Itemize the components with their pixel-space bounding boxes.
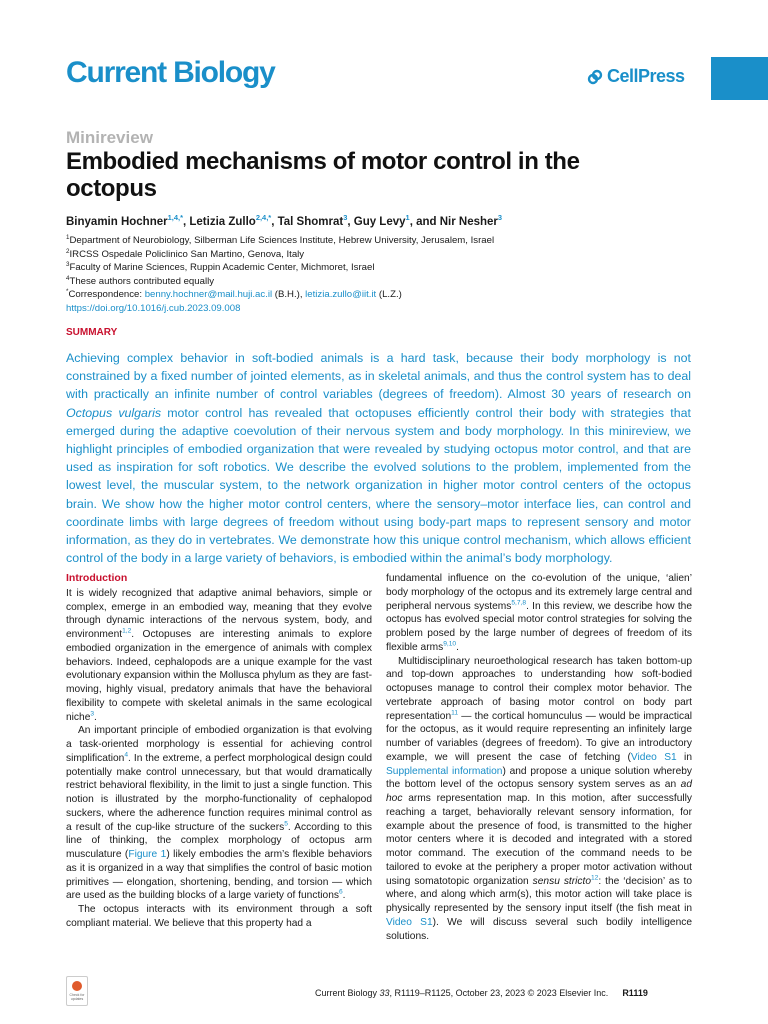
text: arms representation map. In this motion, after successfully reaching a target, behaviorally relevant sensory information, for example about the presence of food, is transmitted to the higher motor centers where it is decoded and integrated with a stored motor command. The execution of the command needs to be tailored to evoke at the periphery a proper motor activation without using somatotopic organization <box>386 793 692 887</box>
cellpress-icon <box>587 69 603 85</box>
text: It is widely recognized that adaptive animal behaviors, simple or complex, emerge in an embodied way, meaning that they evolve through dynamic interactions of the nervous system, body, and environment <box>66 587 372 640</box>
paragraph <box>66 587 372 725</box>
email-initials: (L.Z.) <box>376 289 402 300</box>
affiliation-text: These authors contributed equally <box>69 275 214 287</box>
author-name: Guy Levy <box>353 216 406 228</box>
text: . <box>342 890 346 902</box>
author-list <box>66 213 503 228</box>
species-name: Octopus vulgaris <box>66 405 162 420</box>
badge-label: Check for updates <box>69 993 85 1001</box>
doi-link[interactable]: https://doi.org/10.1016/j.cub.2023.09.008 <box>66 302 241 314</box>
email-link[interactable]: letizia.zullo@iit.it <box>305 289 377 300</box>
text: . <box>456 641 459 653</box>
text: The octopus interacts with its environment through a soft compliant material. We believe that this property had a <box>66 904 372 929</box>
text: in <box>676 751 692 763</box>
correspondence-label: Correspondence: <box>68 289 145 300</box>
affiliation <box>66 234 494 248</box>
summary-text <box>66 349 691 567</box>
text: : the ‘decision’ as to where, and along which arm(s), this motor action will take place is physically represented by the sensory input itself (the fish meat in <box>386 875 692 914</box>
text: . Octopuses are interesting animals to explore embodied organization in the emergence of animals with complex behaviors. Indeed, cephalopods are a unique example for the vast evolutionary expansion within the Mollusca phylum as they are fast-moving, highly visual, predatory animals that have the behavioral flexibility to compete with skeletal animals in the same ecological niche <box>66 629 372 723</box>
section-heading: Introduction <box>66 572 128 584</box>
affiliation-text: IRCSS Ospedale Policlinico San Martino, Genova, Italy <box>69 248 305 260</box>
affiliation <box>66 275 494 289</box>
affiliation-number: 3 <box>66 260 70 268</box>
paragraph <box>386 655 692 944</box>
footer-citation: , R1119–R1125, October 23, 2023 © 2023 Elsevier Inc. <box>389 988 609 998</box>
author-affiliation-mark: 2,4,* <box>255 213 272 223</box>
citation-link[interactable]: 9,10 <box>443 640 457 648</box>
text: An important principle of embodied organization is that evolving a task-oriented morphology is essential for achieving control simplification <box>66 725 372 764</box>
correspondence-mark: * <box>66 287 69 295</box>
author-affiliation-mark: 3 <box>343 213 348 223</box>
video-link[interactable]: Video S1 <box>630 751 677 763</box>
author-separator: , <box>347 216 354 228</box>
email-link[interactable]: benny.hochner@mail.huji.ac.il <box>144 289 273 300</box>
publisher-logo[interactable] <box>587 66 685 87</box>
author-name: Tal Shomrat <box>277 216 344 228</box>
page-footer <box>315 988 648 998</box>
article-type: Minireview <box>66 128 153 147</box>
body-column-left <box>66 572 372 931</box>
citation-link[interactable]: 6 <box>338 888 343 896</box>
text: . <box>94 711 97 723</box>
author-name: Letizia Zullo <box>189 216 256 228</box>
text: . In the extreme, a perfect morphological design could potentially make control unnecessary, but that would dramatically restrict behavioral flexibility, in the limit to just a single function. This notion is illustrated by the morpho-functionality of cephalopod suckers, where the adherence function requires minimal control as a result of the cup-like structure of the suckers <box>66 752 372 833</box>
affiliation <box>66 248 494 262</box>
affiliation <box>66 261 494 275</box>
correspondence <box>66 288 494 302</box>
summary-part: Achieving complex behavior in soft-bodied animals is a hard task, because their body morphology is not constrained by a fixed number of jointed elements, as in skeletal animals, and thus the control system has to deal with practically an infinite number of control variables (degrees of freedom). Almost 30 years of research on <box>66 351 691 402</box>
text: . According to this line of thinking, the complex morphology of octopus arm musculature ( <box>66 821 372 860</box>
author-separator: , <box>182 216 190 228</box>
author-affiliation-mark: 1 <box>405 213 410 223</box>
author-separator: , <box>271 216 278 228</box>
affiliation-number: 4 <box>66 274 70 282</box>
video-link[interactable]: Video S1 <box>386 916 433 928</box>
footer-journal: Current Biology <box>315 988 380 998</box>
italic-term: ad hoc <box>386 779 692 804</box>
text: ) and propose a unique solution whereby the bottom level of the octopus sensory system serves as an <box>386 765 692 791</box>
text: ) likely embodies the arm’s flexible behaviors as it is organized in a way that simplifies the control of basic motion primitives — elongation, shortening, bending, and torsion — which are used as the building blocks of a large variety of functions <box>66 849 373 902</box>
publisher-name: CellPress <box>607 66 685 86</box>
citation-link[interactable]: 5,7,8 <box>511 599 527 607</box>
affiliation-number: 2 <box>66 247 70 255</box>
journal-name: Current Biology <box>66 56 275 89</box>
footer-volume: 33 <box>379 988 390 998</box>
email-initials: (B.H.), <box>272 289 306 300</box>
paragraph <box>66 724 372 903</box>
text: Multidisciplinary neuroethological research has taken bottom-up and top-down approaches to understanding how soft-bodied octopuses manage to control their complex motor behavior. The vertebrate approach of basing motor control on body part representation <box>386 655 692 722</box>
summary-heading: SUMMARY <box>66 327 118 338</box>
text: ). We will discuss several such bodily intelligence solutions. <box>386 916 692 942</box>
citation-link[interactable]: 5 <box>284 820 288 828</box>
citation-link[interactable]: 3 <box>90 710 95 718</box>
author-name: Binyamin Hochner <box>66 216 168 228</box>
text: fundamental influence on the co-evolution of the unique, ‘alien’ body morphology of the octopus and its extremely large central and peripheral nervous systems <box>386 573 692 612</box>
citation-link[interactable]: 11 <box>451 709 459 717</box>
update-icon <box>72 981 82 991</box>
citation-link[interactable]: 1,2 <box>122 627 132 635</box>
check-for-updates-badge[interactable] <box>66 976 88 1006</box>
paragraph <box>66 903 372 931</box>
author-name: Nir Nesher <box>439 216 498 228</box>
header-accent-bar <box>711 57 768 100</box>
summary-part: motor control has revealed that octopuses efficiently control their body with strategies that emerged during the adaptive coevolution of their nervous system and body morphology. In this minireview, we highlight principles of embodied organization that were revealed by studying octopus motor control, and that are used as inspiration for soft robotics. We describe the evolved solutions to the problem, implemented from the lowest level, the muscular system, to the network organization in higher motor control centers of the octopus brain. We show how the higher motor control centers, where the sensory–motor interface lies, can control and coordinate limbs with large degrees of freedom without using body-part maps to represent sensory and motor information, as they do in vertebrates. We demonstrate how this unique control mechanism, which allows efficient control of the body in a large variety of behaviors, is embodied within the animal’s body morphology. <box>66 405 691 566</box>
affiliation-text: Department of Neurobiology, Silberman Life Sciences Institute, Hebrew University, Jerusalem, Israel <box>69 235 495 246</box>
affiliation-text: Faculty of Marine Sciences, Ruppin Academic Center, Michmoret, Israel <box>69 262 375 273</box>
citation-link[interactable]: 12 <box>591 874 599 882</box>
text: . In this review, we describe how the octopus has evolved special motor control strategies for solving the problem posed by the large number of degrees of freedom of its flexible arms <box>386 600 692 653</box>
author-separator: , and <box>409 216 440 228</box>
italic-term: sensu stricto <box>532 875 591 887</box>
author-affiliation-mark: 3 <box>497 213 503 223</box>
page-number: R1119 <box>622 988 648 998</box>
article-title: Embodied mechanisms of motor control in the octopus <box>66 148 580 202</box>
text: — the cortical homunculus — would be impractical for the octopus, as it would require representing an infinitely large number of variables (degrees of freedom). To give an introductory example, we will present the case of fetching ( <box>386 710 692 763</box>
body-column-right <box>386 572 692 943</box>
affiliation-number: 1 <box>66 233 70 241</box>
affiliations <box>66 234 494 315</box>
figure-link[interactable]: Figure 1 <box>128 849 167 860</box>
citation-link[interactable]: 4 <box>124 751 129 759</box>
author-affiliation-mark: 1,4,* <box>167 213 183 223</box>
supplemental-link[interactable]: Supplemental information <box>386 765 503 777</box>
paragraph <box>386 572 692 655</box>
